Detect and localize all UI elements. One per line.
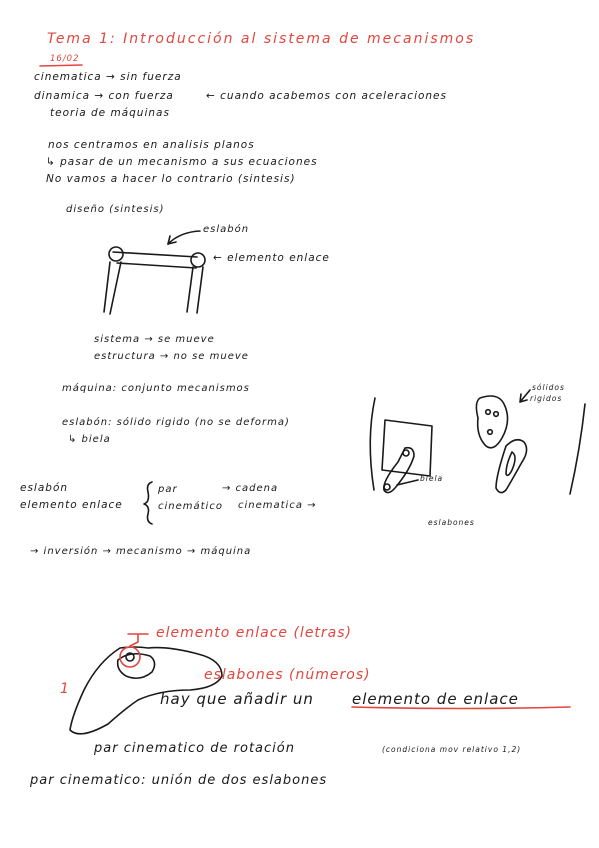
line-diseno: diseño (sintesis) [66,204,165,215]
line-cinematico: cinemático [158,501,223,512]
line-hay-que: hay que añadir un [160,690,314,708]
red-joint-sketch [70,634,570,734]
page-title: Tema 1: Introducción al sistema de mecanismos [47,31,476,47]
line-dinamica: dinamica → con fuerza [34,90,174,102]
line-nos-centramos: nos centramos en analisis planos [48,139,255,151]
sketch-label-solidos: sólidos [532,383,565,392]
line-inversion: → inversión → mecanismo → máquina [30,546,252,557]
sketch-label-elemento-enlace-letras: elemento enlace (letras) [156,625,353,641]
sketch-label-biela: biela [420,474,444,483]
sketch-label-eslabones: eslabones [428,518,475,527]
line-maquina: máquina: conjunto mecanismos [62,383,250,394]
line-no-vamos: No vamos a hacer lo contrario (sintesis) [46,173,296,185]
line-dinamica-note: ← cuando acabemos con aceleraciones [206,90,447,102]
sketch-label-num-1: 1 [60,681,70,697]
sketch-label-elemento-enlace: ← elemento enlace [213,252,330,264]
line-eslabon: eslabón [20,482,69,494]
line-cinematica2: cinematica → [238,500,317,511]
line-biela: ↳ biela [68,434,111,445]
line-cadena: → cadena [222,483,279,494]
line-par-union: par cinematico: unión de dos eslabones [30,773,328,788]
line-teoria: teoria de máquinas [50,107,170,119]
sketch-label-eslabones-numeros: eslabones (números) [204,667,371,683]
line-eslabon-def: eslabón: sólido rigido (no se deforma) [62,417,290,428]
line-cinematica: cinematica → sin fuerza [34,71,182,83]
line-hay-que-underlined: elemento de enlace [352,690,519,708]
date-underline [40,65,82,66]
line-elemento-enlace: elemento enlace [20,499,123,511]
link-frame-sketch [104,231,205,314]
date: 16/02 [50,54,80,64]
sketch-label-rigidos: rigidos [530,394,563,403]
line-par-rotacion: par cinematico de rotación [94,741,295,756]
solids-sketch [370,390,585,494]
brace [144,482,152,524]
line-par-rotacion-note: (condiciona mov relativo 1,2) [382,745,522,754]
sketch-label-eslabon: eslabón [203,224,250,235]
line-sistema: sistema → se mueve [94,334,215,345]
line-estructura: estructura → no se mueve [94,351,249,362]
line-par: par [158,484,178,495]
line-pasar: ↳ pasar de un mecanismo a sus ecuaciones [46,156,318,168]
